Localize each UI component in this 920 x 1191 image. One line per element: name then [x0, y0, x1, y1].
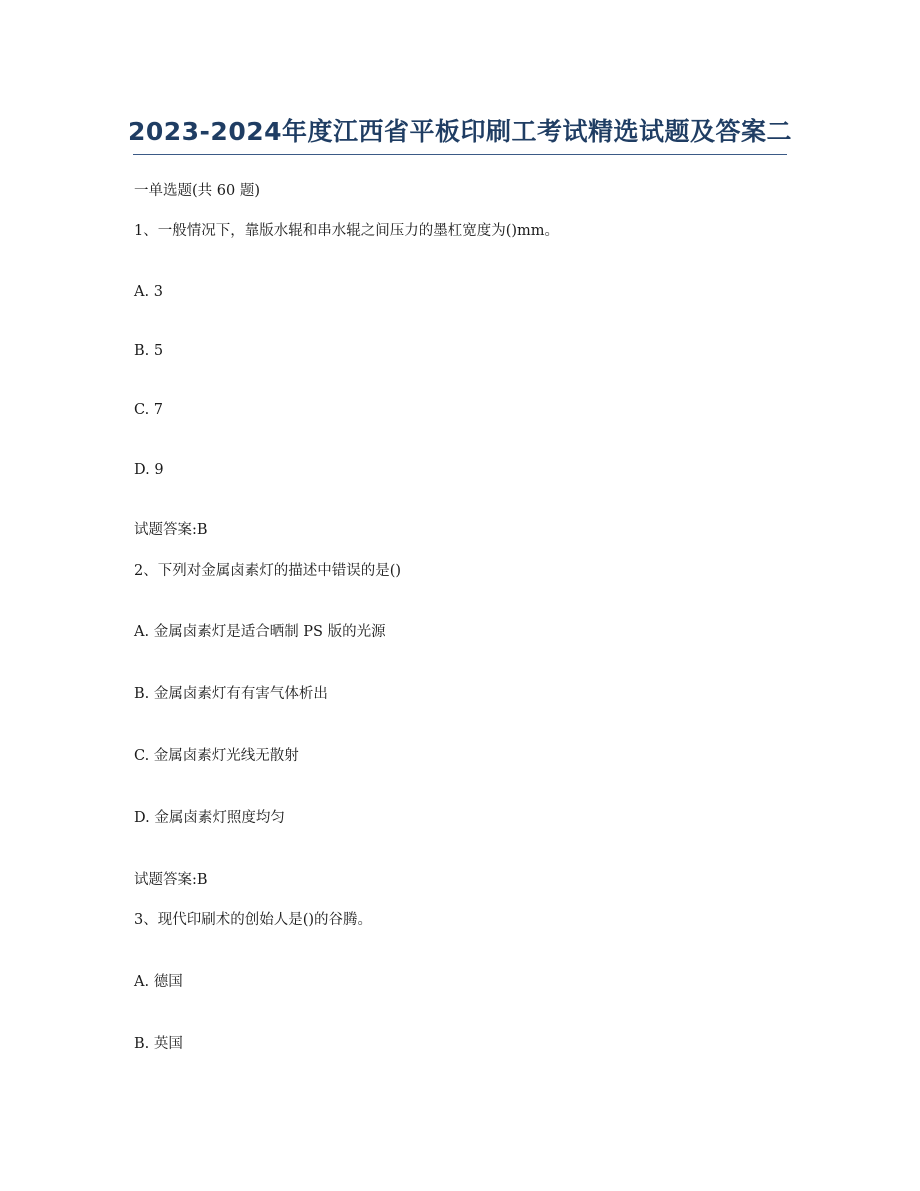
question-option: B. 5: [134, 343, 164, 359]
question-stem: 2、下列对金属卤素灯的描述中错误的是(): [134, 563, 402, 579]
question-stem: 1、一般情况下，靠版水辊和串水辊之间压力的墨杠宽度为()mm。: [134, 223, 560, 239]
question-answer: 试题答案:B: [134, 522, 208, 538]
question-option: C. 金属卤素灯光线无散射: [134, 748, 299, 764]
title-underline: [133, 154, 787, 155]
question-option: B. 金属卤素灯有有害气体析出: [134, 686, 328, 702]
question-option: C. 7: [134, 402, 164, 418]
document-title: 2023-2024年度江西省平板印刷工考试精选试题及答案二: [127, 117, 793, 146]
question-option: A. 3: [134, 284, 163, 300]
question-answer: 试题答案:B: [134, 872, 208, 888]
section-heading: 一单选题(共 60 题): [134, 183, 260, 199]
question-option: D. 金属卤素灯照度均匀: [134, 810, 285, 826]
question-option: A. 金属卤素灯是适合晒制 PS 版的光源: [134, 624, 386, 640]
question-stem: 3、现代印刷术的创始人是()的谷腾。: [134, 912, 373, 928]
question-option: A. 德国: [134, 974, 183, 990]
question-option: D. 9: [134, 462, 164, 478]
question-option: B. 英国: [134, 1036, 183, 1052]
